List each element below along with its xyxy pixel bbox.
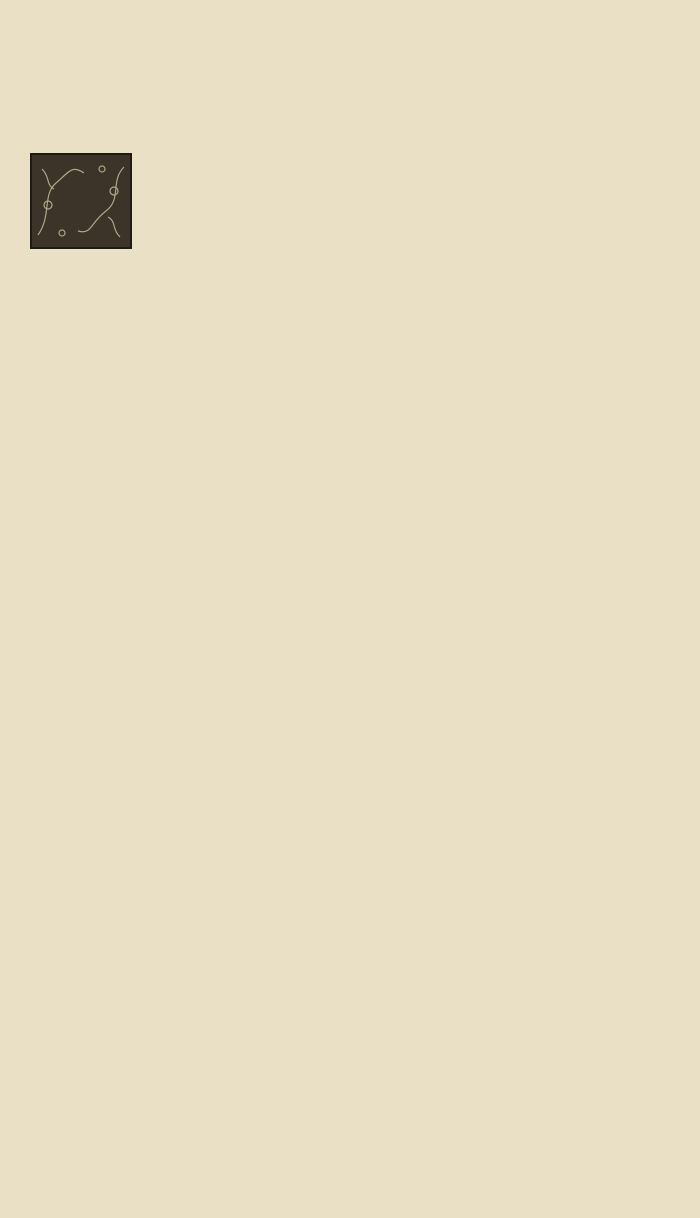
main-text-column xyxy=(30,58,570,153)
chapter-heading-line xyxy=(30,104,570,123)
dropcap-ornament xyxy=(30,153,132,249)
chapter-heading xyxy=(30,66,570,143)
chapter-heading-line xyxy=(30,66,570,85)
page-header xyxy=(0,22,700,52)
chapter-number xyxy=(30,123,570,143)
chapter-heading-line xyxy=(30,85,570,104)
